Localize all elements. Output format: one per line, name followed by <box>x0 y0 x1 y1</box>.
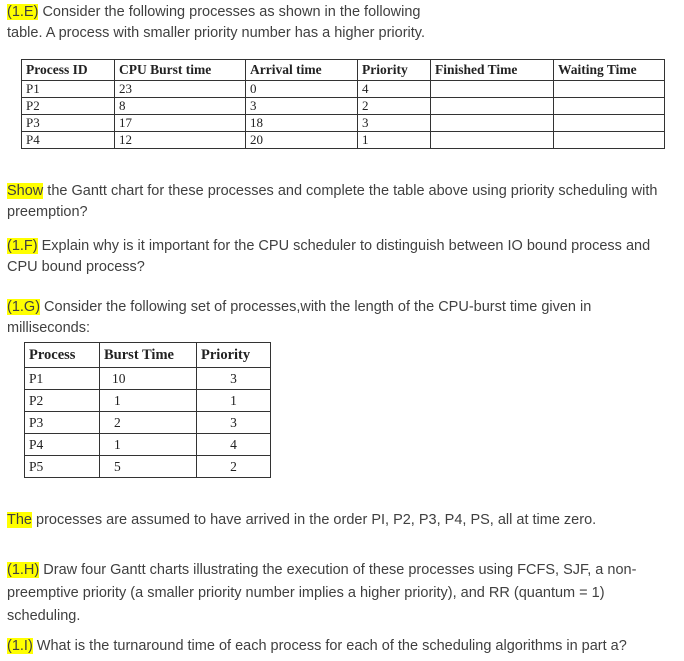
question-1h <box>7 559 676 628</box>
cell: 4 <box>358 81 431 98</box>
question-tag-1g: (1.G) <box>7 299 41 315</box>
cell: 5 <box>100 456 197 478</box>
cell: P4 <box>25 434 100 456</box>
header-finished-time: Finished Time <box>431 60 554 81</box>
cell <box>554 132 665 149</box>
table-row <box>25 390 271 412</box>
question-tag-1h: (1.H) <box>7 562 40 578</box>
cell <box>554 81 665 98</box>
question-1e <box>7 2 676 44</box>
question-1h-text: Draw four Gantt charts illustrating the execution of these processes using FCFS, SJF, a non-preemptive priority (a smaller priority number implies a higher priority), and RR (quantum = 1) scheduling. <box>7 562 637 624</box>
cell: P1 <box>22 81 115 98</box>
cell: P2 <box>25 390 100 412</box>
cell: 17 <box>115 115 246 132</box>
cell: 3 <box>246 98 358 115</box>
question-1f-text: Explain why is it important for the CPU scheduler to distinguish between IO bound process and CPU bound process? <box>7 238 651 275</box>
cell: 4 <box>197 434 271 456</box>
cell: 20 <box>246 132 358 149</box>
arrival-tag: The <box>7 512 32 528</box>
cell: P1 <box>25 368 100 390</box>
question-1e-line2: table. A process with smaller priority number has a higher priority. <box>7 25 425 41</box>
cell: P4 <box>22 132 115 149</box>
cell: 12 <box>115 132 246 149</box>
cell: 2 <box>100 412 197 434</box>
question-1f <box>7 236 676 278</box>
question-tag-1i: (1.I) <box>7 638 33 654</box>
header-process-id: Process ID <box>22 60 115 81</box>
table-row <box>25 456 271 478</box>
question-1e-line1: Consider the following processes as shown in the following <box>38 4 421 20</box>
burst-table-header-row <box>25 343 271 368</box>
cell <box>554 115 665 132</box>
cell: P3 <box>22 115 115 132</box>
process-table-header-row <box>22 60 665 81</box>
question-1i <box>7 636 676 657</box>
table-row <box>25 368 271 390</box>
header-waiting-time: Waiting Time <box>554 60 665 81</box>
cell: 2 <box>358 98 431 115</box>
table-row <box>25 412 271 434</box>
process-table <box>21 59 665 149</box>
cell <box>431 132 554 149</box>
cell: P2 <box>22 98 115 115</box>
cell: 1 <box>197 390 271 412</box>
header-burst-time: Burst Time <box>100 343 197 368</box>
cell <box>431 81 554 98</box>
show-paragraph <box>7 181 676 223</box>
cell: 3 <box>197 368 271 390</box>
show-tag: Show <box>7 183 44 199</box>
cell: 18 <box>246 115 358 132</box>
question-1i-text: What is the turnaround time of each process for each of the scheduling algorithms in part a? <box>32 638 627 654</box>
table-row <box>22 132 665 149</box>
cell: 3 <box>197 412 271 434</box>
table-row <box>25 434 271 456</box>
header-process: Process <box>25 343 100 368</box>
cell: 2 <box>197 456 271 478</box>
header-priority: Priority <box>197 343 271 368</box>
cell <box>431 98 554 115</box>
header-cpu-burst: CPU Burst time <box>115 60 246 81</box>
table-row <box>22 115 665 132</box>
cell: P5 <box>25 456 100 478</box>
question-tag-1f: (1.F) <box>7 238 38 254</box>
cell: 1 <box>100 434 197 456</box>
cell <box>431 115 554 132</box>
cell: 8 <box>115 98 246 115</box>
header-priority: Priority <box>358 60 431 81</box>
table-row <box>22 81 665 98</box>
question-1g-text: Consider the following set of processes,with the length of the CPU-burst time given in milliseconds: <box>7 299 592 336</box>
arrival-paragraph <box>7 510 676 531</box>
burst-table <box>24 342 271 478</box>
show-text: the Gantt chart for these processes and complete the table above using priority scheduling with preemption? <box>7 183 658 220</box>
cell: 1 <box>358 132 431 149</box>
cell: 23 <box>115 81 246 98</box>
cell: 1 <box>100 390 197 412</box>
table-row <box>22 98 665 115</box>
cell: 3 <box>358 115 431 132</box>
cell: 0 <box>246 81 358 98</box>
cell: 10 <box>100 368 197 390</box>
cell: P3 <box>25 412 100 434</box>
question-tag-1e: (1.E) <box>7 4 39 20</box>
arrival-text: processes are assumed to have arrived in the order PI, P2, P3, P4, PS, all at time zero. <box>32 512 597 528</box>
header-arrival-time: Arrival time <box>246 60 358 81</box>
cell <box>554 98 665 115</box>
question-1g <box>7 297 676 339</box>
